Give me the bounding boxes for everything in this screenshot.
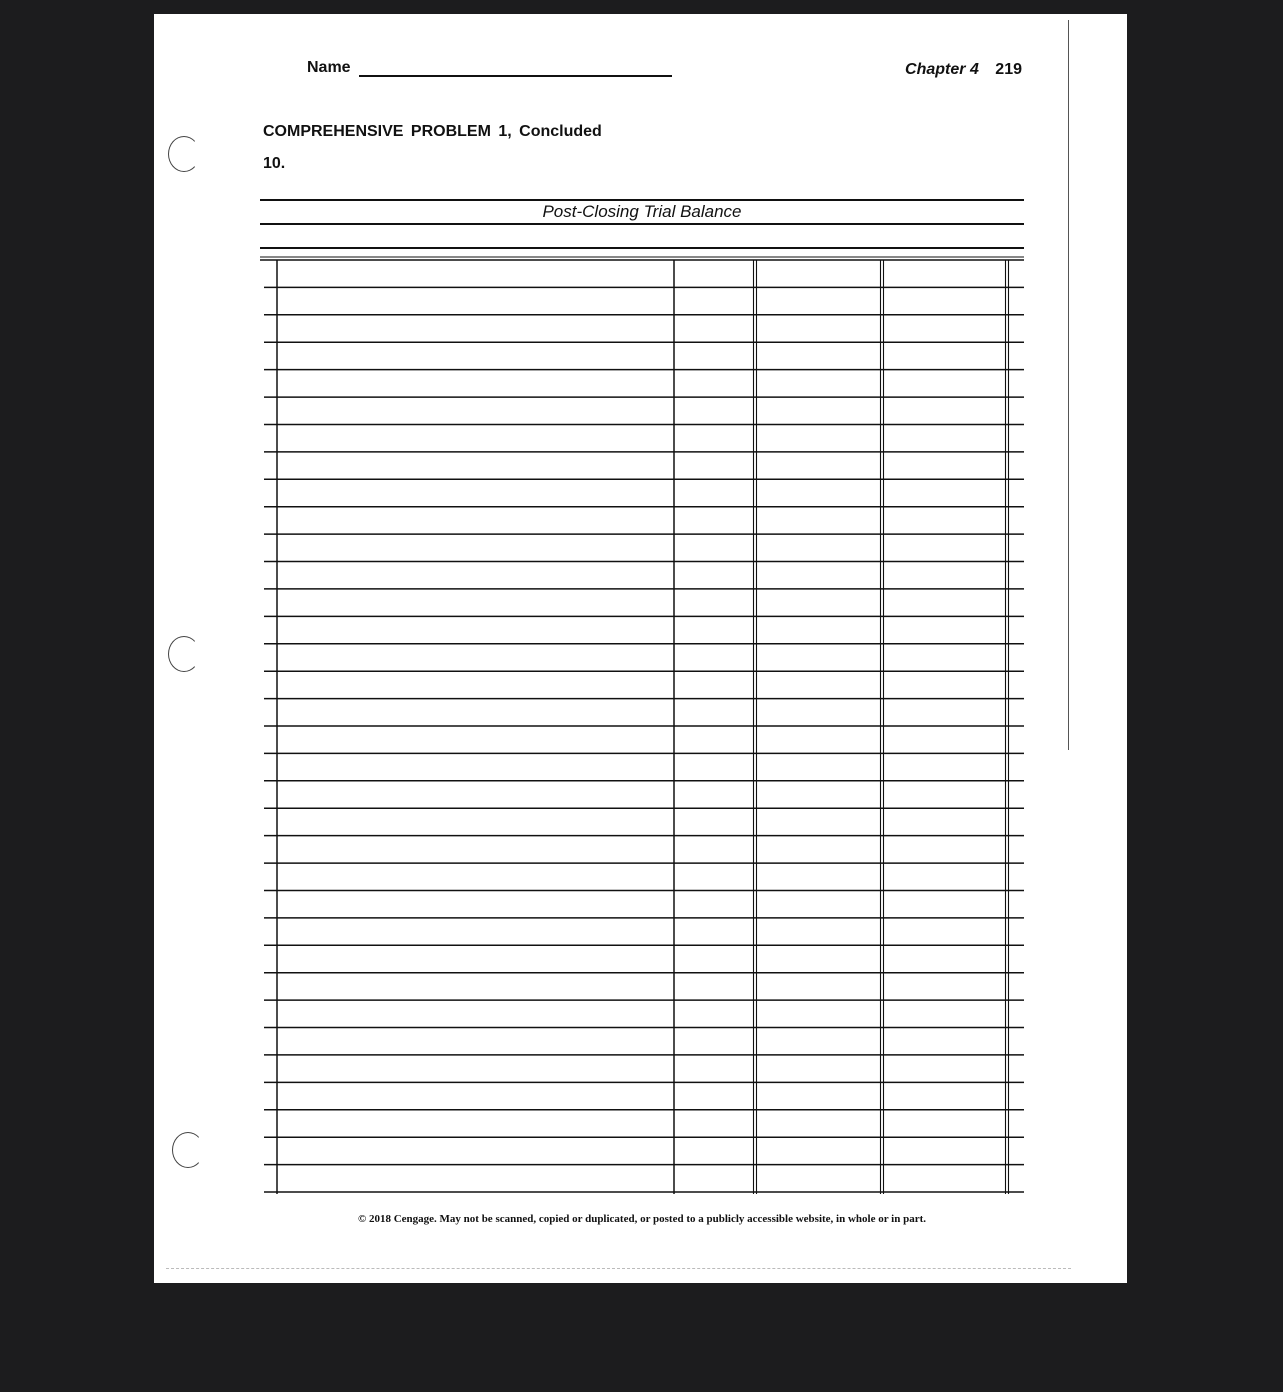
ledger-grid [154, 14, 1127, 1283]
worksheet-page [154, 14, 1127, 1283]
copyright-notice: © 2018 Cengage. May not be scanned, copied or duplicated, or posted to a publicly accessible website, in whole or in part. [357, 1213, 926, 1225]
statement-title: Post-Closing Trial Balance [542, 202, 742, 221]
scan-edge [166, 1268, 1071, 1269]
name-label: Name [307, 59, 351, 76]
page-number: 219 [995, 61, 1022, 78]
problem-number: 10. [263, 155, 286, 172]
chapter-label: Chapter 4 [905, 61, 979, 78]
problem-title: COMPREHENSIVE PROBLEM 1, Concluded [263, 123, 602, 140]
